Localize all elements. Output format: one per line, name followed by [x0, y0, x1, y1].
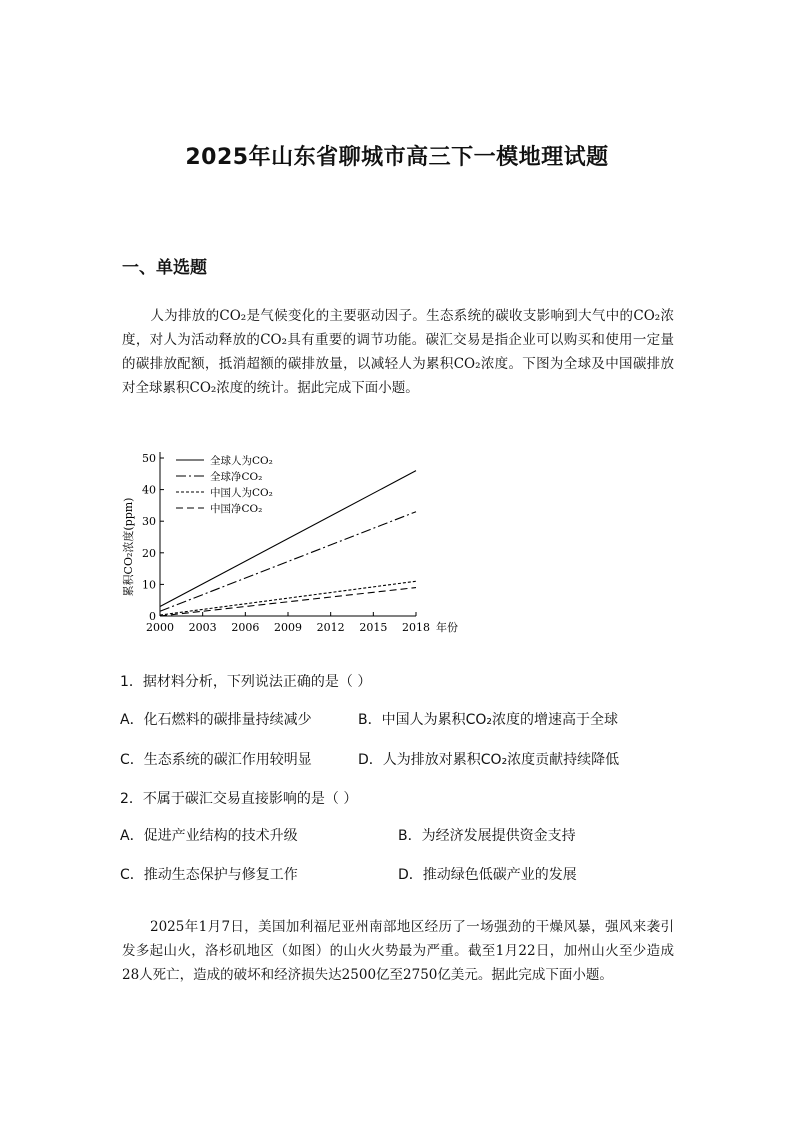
- question-2-option-c: C．推动生态保护与修复工作: [120, 867, 298, 883]
- y-tick-label: 40: [142, 483, 156, 497]
- x-tick-label: 2003: [188, 621, 217, 634]
- y-tick-label: 20: [142, 546, 156, 560]
- page-title: 2025年山东省聊城市高三下一模地理试题: [185, 145, 609, 170]
- legend-label-3: 中国人为CO₂: [210, 487, 273, 499]
- question-1-option-b: B．中国人为累积CO₂浓度的增速高于全球: [358, 712, 619, 728]
- x-tick-label: 2018: [402, 621, 430, 634]
- x-tick-label: 2009: [274, 621, 302, 634]
- question-2-option-b: B．为经济发展提供资金支持: [398, 828, 576, 844]
- series-line-2: [160, 512, 416, 612]
- legend-label-2: 全球净CO₂: [210, 471, 263, 483]
- question-1-option-c: C．生态系统的碳汇作用较明显: [120, 752, 312, 768]
- y-tick-label: 30: [142, 515, 156, 529]
- x-tick-label: 2000: [146, 621, 174, 634]
- question-2-option-a: A．促进产业结构的技术升级: [120, 828, 298, 844]
- question-2-stem: 2．不属于碳汇交易直接影响的是（ ）: [120, 791, 358, 807]
- section-heading: 一、单选题: [122, 258, 207, 278]
- y-axis-label: 累积CO₂浓度(ppm): [122, 497, 135, 597]
- question-1-stem: 1．据材料分析，下列说法正确的是（ ）: [120, 674, 372, 690]
- co2-line-chart: [118, 446, 478, 636]
- series-line-1: [160, 471, 416, 607]
- question-1-option-a: A．化石燃料的碳排量持续减少: [120, 712, 312, 728]
- x-tick-label: 2012: [316, 621, 345, 634]
- material-paragraph-1: [122, 304, 674, 400]
- material-paragraph-2: [122, 915, 674, 987]
- x-tick-label: 2015: [359, 621, 388, 634]
- legend-label-1: 全球人为CO₂: [210, 455, 273, 467]
- x-tick-label: 2006: [231, 621, 260, 634]
- x-axis-label: 年份: [436, 621, 458, 634]
- material-text-1: 人为排放的CO₂是气候变化的主要驱动因子。生态系统的碳收支影响到大气中的CO₂浓度，对人为活动释放的CO₂具有重要的调节功能。碳汇交易是指企业可以购买和使用一定量的碳排放配额，抵消超额的碳排放量，以减轻人为累积CO₂浓度。下图为全球及中国碳排放对全球累积CO₂浓度的统计。据此完成下面小题。: [122, 308, 674, 396]
- y-tick-label: 50: [142, 452, 156, 465]
- question-2-option-d: D．推动绿色低碳产业的发展: [398, 867, 577, 883]
- series-line-4: [160, 588, 416, 616]
- material-text-2: 2025年1月7日，美国加利福尼亚州南部地区经历了一场强劲的干燥风暴，强风来袭引发多起山火，洛杉矶地区（如图）的山火火势最为严重。截至1月22日，加州山火至少造成28人死亡，造成的破坏和经济损失达2500亿至2750亿美元。据此完成下面小题。: [122, 919, 674, 983]
- y-tick-label: 10: [142, 578, 156, 592]
- question-1-option-d: D．人为排放对累积CO₂浓度贡献持续降低: [358, 752, 620, 768]
- y-tick-label: 0: [149, 610, 156, 623]
- legend-label-4: 中国净CO₂: [210, 503, 263, 515]
